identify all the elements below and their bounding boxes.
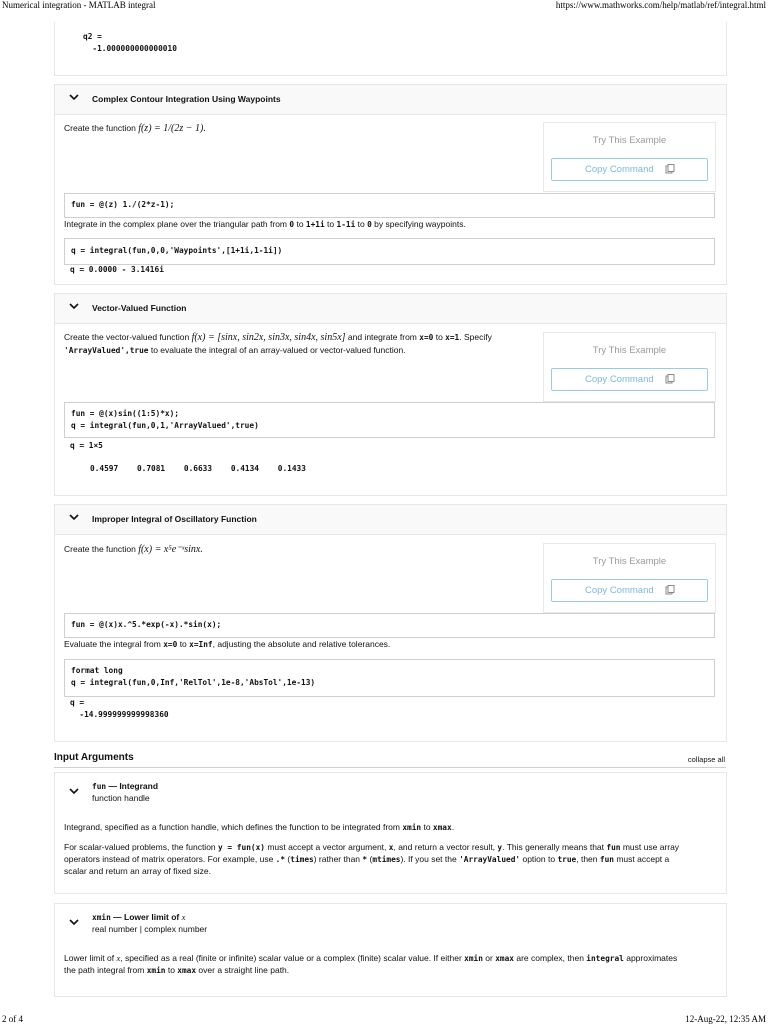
arg-fun-detail-line1: For scalar-valued problems, the function y = fun(x) must accept a vector argument, x, and return a vector result, y. This generally means that fun must use array: [64, 842, 680, 852]
page-footer-timestamp: 12-Aug-22, 12:35 AM: [685, 1014, 766, 1024]
copy-icon: [665, 374, 675, 384]
try-example-panel: [543, 122, 716, 192]
divider: [54, 767, 726, 768]
argument-xmin: [54, 903, 727, 997]
sec3-evaluate-text: Evaluate the integral from x=0 to x=Inf, adjusting the absolute and relative tolerances.: [64, 639, 391, 649]
chevron-down-icon: [68, 511, 80, 523]
copy-command-button[interactable]: Copy Command: [551, 368, 708, 391]
try-example-panel: [543, 543, 716, 613]
chevron-down-icon[interactable]: [68, 916, 80, 928]
section-title: Complex Contour Integration Using Waypoints: [92, 94, 281, 104]
code-block[interactable]: fun = @(z) 1./(2*z-1);: [64, 193, 715, 218]
page-header-url: https://www.mathworks.com/help/matlab/ref/integral.html: [555, 0, 766, 10]
argument-name: fun — Integrand: [92, 781, 159, 791]
page-header-title: Numerical integration - MATLAB integral: [2, 0, 156, 10]
code-block[interactable]: format long q = integral(fun,0,Inf,'RelTol',1e-8,'AbsTol',1e-13): [64, 659, 715, 697]
copy-command-button[interactable]: Copy Command: [551, 158, 708, 181]
argument-type: function handle: [92, 793, 150, 803]
sec1-intro: Create the function f(z) = 1/(2z − 1).: [64, 123, 206, 134]
try-example-label: Try This Example: [592, 345, 667, 356]
arg-fun-detail-line3: scalar and return an array of fixed size.: [64, 866, 211, 876]
collapse-all-link[interactable]: collapse all: [687, 755, 725, 764]
arg-xmin-description-line2: the path integral from xmin to xmax over a straight line path.: [64, 965, 290, 975]
page-footer-pagination: 2 of 4: [2, 1014, 23, 1024]
arg-fun-detail-line2: operators instead of matrix operators. For example, use .* (times) rather than * (mtimes). If you set the 'ArrayValued' option to true, then fun must accept a: [64, 854, 670, 864]
output-q: q = 0.0000 - 3.1416i: [70, 265, 164, 274]
output-q2: q2 = -1.000000000000010: [83, 32, 177, 53]
copy-command-button[interactable]: Copy Command: [551, 579, 708, 602]
chevron-down-icon: [68, 300, 80, 312]
sec3-intro: Create the function f(x) = x⁵e⁻ˣsinx.: [64, 544, 203, 555]
chevron-down-icon[interactable]: [68, 785, 80, 797]
copy-icon: [665, 585, 675, 595]
try-example-label: Try This Example: [592, 556, 667, 567]
code-block[interactable]: fun = @(x)sin((1:5)*x); q = integral(fun,0,1,'ArrayValued',true): [64, 402, 715, 438]
arg-xmin-description-line1: Lower limit of x, specified as a real (finite or infinite) scalar value or a complex (finite) scalar value. If either xmin or xmax are complex, then integral approximates: [64, 953, 678, 963]
chevron-down-icon: [68, 91, 80, 103]
argument-name: xmin — Lower limit of x: [92, 912, 186, 922]
input-arguments-heading: Input Arguments: [54, 752, 134, 763]
output-values: 0.4597 0.7081 0.6633 0.4134 0.1433: [90, 464, 306, 473]
section-header-vector-valued[interactable]: [54, 293, 727, 324]
code-block[interactable]: q = integral(fun,0,0,'Waypoints',[1+1i,1-1i]): [64, 238, 715, 265]
arg-fun-description: Integrand, specified as a function handle, which defines the function to be integrated from xmin to xmax.: [64, 822, 455, 832]
sec1-waypoints-text: Integrate in the complex plane over the triangular path from 0 to 1+1i to 1-1i to 0 by specifying waypoints.: [64, 219, 466, 229]
section-title: Improper Integral of Oscillatory Function: [92, 514, 257, 524]
sec2-intro-line2: 'ArrayValued',true to evaluate the integral of an array-valued or vector-valued function.: [64, 345, 406, 355]
copy-icon: [665, 164, 675, 174]
try-example-label: Try This Example: [592, 135, 667, 146]
previous-example-output: [54, 22, 727, 76]
try-example-panel: [543, 332, 716, 402]
code-block[interactable]: fun = @(x)x.^5.*exp(-x).*sin(x);: [64, 613, 715, 638]
section-header-improper-integral[interactable]: [54, 504, 727, 535]
section-title: Vector-Valued Function: [92, 303, 187, 313]
argument-type: real number | complex number: [92, 924, 208, 934]
output-q-size: q = 1×5: [70, 441, 103, 450]
output-q-long: q = -14.999999999998360: [70, 698, 169, 719]
section-header-complex-contour[interactable]: [54, 84, 727, 115]
sec2-intro-line1: Create the vector-valued function f(x) = [sinx, sin2x, sin3x, sin4x, sin5x] and integrate from x=0 to x=1. Specify: [64, 332, 492, 343]
